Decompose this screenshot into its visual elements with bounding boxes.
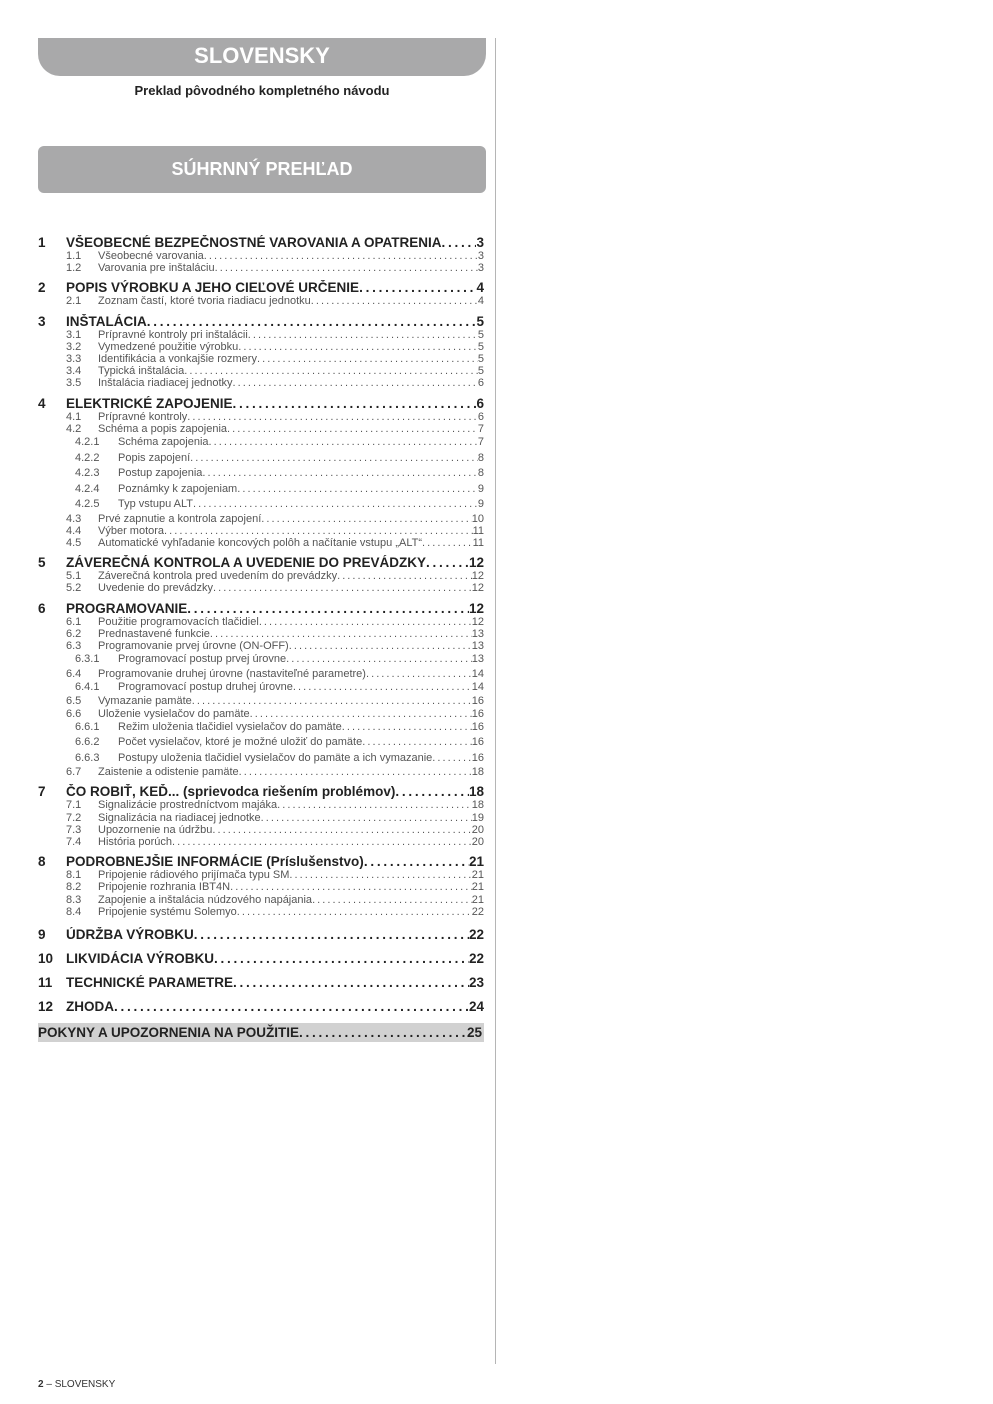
toc-entry-title: ELEKTRICKÉ ZAPOJENIE bbox=[66, 395, 233, 411]
toc-entry-5-1[interactable] bbox=[38, 570, 484, 582]
toc-entry-1-2[interactable] bbox=[38, 262, 484, 274]
toc-entry-6[interactable] bbox=[38, 601, 484, 616]
language-banner: SLOVENSKY bbox=[38, 38, 486, 76]
toc-leader-dots bbox=[259, 616, 472, 628]
toc-entry-number: 3 bbox=[38, 313, 46, 329]
toc-leader-dots bbox=[426, 555, 469, 570]
toc-entry-title: Použitie programovacích tlačidiel bbox=[98, 615, 259, 628]
toc-entry-page: 24 bbox=[468, 999, 484, 1015]
toc-entry-page: 13 bbox=[471, 653, 484, 666]
toc-entry-title: Inštalácia riadiacej jednotky bbox=[98, 377, 233, 390]
toc-entry-8-3[interactable] bbox=[38, 894, 484, 906]
toc-entry-page: 16 bbox=[471, 736, 484, 749]
toc-entry-title: Prípravné kontroly pri inštalácii bbox=[98, 328, 248, 341]
summary-banner: SÚHRNNÝ PREHĽAD bbox=[38, 146, 486, 193]
toc-leader-dots bbox=[362, 735, 472, 751]
toc-entry-page: 6 bbox=[477, 377, 484, 390]
toc-entry-page: 21 bbox=[468, 854, 484, 870]
toc-leader-dots bbox=[299, 1023, 467, 1042]
toc-entry-page: 20 bbox=[471, 823, 484, 836]
toc-entry-title: Prípravné kontroly bbox=[98, 410, 188, 423]
toc-entry-number: 7 bbox=[38, 784, 46, 800]
toc-entry-number: 3.4 bbox=[66, 365, 82, 378]
toc-entry-page: 19 bbox=[471, 811, 484, 824]
toc-entry-title: INŠTALÁCIA bbox=[66, 313, 147, 329]
toc-entry-number: 6.4 bbox=[66, 667, 82, 680]
toc-entry-number: 4.2.1 bbox=[75, 436, 100, 449]
toc-entry-page: 4 bbox=[476, 280, 484, 296]
toc-leader-dots bbox=[187, 411, 478, 423]
toc-entry-title: Varovania pre inštaláciu bbox=[98, 262, 215, 275]
toc-entry-title: Programovanie prvej úrovne (ON-OFF) bbox=[98, 639, 289, 652]
toc-leader-dots bbox=[187, 601, 469, 616]
toc-entry-title: LIKVIDÁCIA VÝROBKU bbox=[66, 951, 215, 967]
toc-entry-page: 13 bbox=[471, 639, 484, 652]
toc-entry-3-4[interactable] bbox=[38, 365, 484, 377]
toc-entry-2[interactable] bbox=[38, 280, 484, 295]
toc-entry-title: Vymedzené použitie výrobku bbox=[98, 340, 239, 353]
toc-entry-page: 16 bbox=[471, 695, 484, 708]
toc-entry-1[interactable] bbox=[38, 235, 484, 250]
toc-leader-dots bbox=[286, 652, 472, 668]
toc-entry-page: 16 bbox=[471, 707, 484, 720]
toc-leader-dots bbox=[237, 482, 478, 498]
toc-entry-page: 21 bbox=[471, 893, 484, 906]
toc-entry-title: Zaistenie a odistenie pamäte bbox=[98, 766, 239, 779]
toc-entry-title: Programovací postup druhej úrovne bbox=[118, 680, 293, 693]
toc-entry-page: 12 bbox=[471, 615, 484, 628]
toc-entry-6-2[interactable] bbox=[38, 628, 484, 640]
toc-entry-number: 10 bbox=[38, 951, 54, 967]
toc-entry-4-2-1[interactable] bbox=[38, 435, 484, 451]
toc-entry-9[interactable] bbox=[38, 927, 484, 942]
toc-entry-page: 6 bbox=[477, 410, 484, 423]
toc-entry-number: 4 bbox=[38, 395, 46, 411]
toc-entry-3-5[interactable] bbox=[38, 377, 484, 389]
footer-separator: – bbox=[43, 1379, 55, 1390]
footer-page-number: 2 bbox=[38, 1379, 44, 1390]
page-footer bbox=[38, 1379, 115, 1390]
toc-entry-8-4[interactable] bbox=[38, 906, 484, 918]
toc-leader-dots bbox=[395, 784, 469, 799]
toc-entry-page: 16 bbox=[471, 720, 484, 733]
toc-leader-dots bbox=[293, 680, 472, 696]
toc-leader-dots bbox=[422, 537, 473, 549]
toc-entry-number: 7.3 bbox=[66, 823, 82, 836]
toc-entry-number: 3.3 bbox=[66, 353, 82, 366]
toc-entry-8-2[interactable] bbox=[38, 881, 484, 893]
toc-leader-dots bbox=[261, 812, 472, 824]
toc-entry-number: 1.2 bbox=[66, 262, 82, 275]
toc-entry-title: Prednastavené funkcie bbox=[98, 627, 210, 640]
toc-leader-dots bbox=[342, 720, 472, 736]
toc-entry-page: 3 bbox=[476, 235, 484, 250]
toc-entry-title: Záverečná kontrola pred uvedením do prevádzky bbox=[98, 570, 338, 583]
toc-entry-title: Popis zapojení bbox=[118, 451, 191, 464]
toc-leader-dots bbox=[359, 280, 476, 295]
toc-entry-number: 4.3 bbox=[66, 512, 82, 525]
toc-entry-number: 2.1 bbox=[66, 295, 82, 308]
toc-entry-6-6-3[interactable] bbox=[38, 751, 484, 767]
toc-entry-page: 18 bbox=[471, 766, 484, 779]
toc-leader-dots bbox=[213, 582, 472, 594]
toc-leader-dots bbox=[311, 295, 478, 307]
toc-entry-title: Schéma zapojenia bbox=[118, 436, 209, 449]
toc-entry-3-1[interactable] bbox=[38, 329, 484, 341]
toc-entry-number: 4.4 bbox=[66, 524, 82, 537]
toc-entry-number: 4.2 bbox=[66, 422, 82, 435]
toc-entry-page: 22 bbox=[468, 927, 484, 943]
toc-entry-page: 5 bbox=[477, 328, 484, 341]
toc-leader-dots bbox=[233, 396, 477, 411]
toc-leader-dots bbox=[233, 975, 469, 990]
toc-entry-number: 4.5 bbox=[66, 536, 82, 549]
toc-entry-number: 6.6 bbox=[66, 707, 82, 720]
toc-entry-title: Upozornenie na údržbu bbox=[98, 823, 213, 836]
toc-entry-4-1[interactable] bbox=[38, 411, 484, 423]
toc-entry-4-2-2[interactable] bbox=[38, 451, 484, 467]
toc-entry-title: ZHODA bbox=[66, 999, 114, 1015]
toc-entry-page: 11 bbox=[472, 536, 484, 549]
toc-entry-page: 7 bbox=[477, 436, 484, 449]
toc-entry-6-6[interactable] bbox=[38, 708, 484, 720]
toc-leader-dots bbox=[215, 262, 478, 274]
toc-entry-title: ZÁVEREČNÁ KONTROLA A UVEDENIE DO PREVÁDZKY bbox=[66, 555, 427, 571]
toc-entry-number: 2 bbox=[38, 280, 46, 296]
toc-entry-3-3[interactable] bbox=[38, 353, 484, 365]
toc-entry-title: Signalizácie prostredníctvom majáka bbox=[98, 799, 278, 812]
toc-entry-page: 22 bbox=[468, 951, 484, 967]
toc-entry-title: Automatické vyhľadanie koncových polôh a načítanie vstupu „ALT“ bbox=[98, 536, 423, 549]
toc-entry-title: Pripojenie rozhrania IBT4N bbox=[98, 881, 231, 894]
toc-entry-number: 4.2.2 bbox=[75, 451, 100, 464]
toc-entry-title: História porúch bbox=[98, 836, 172, 849]
toc-entry-title: Vymazanie pamäte bbox=[98, 695, 192, 708]
toc-entry-title: Zapojenie a inštalácia núdzového napájania bbox=[98, 893, 313, 906]
toc-entry-number: 7.2 bbox=[66, 811, 82, 824]
toc-leader-dots bbox=[289, 640, 472, 652]
toc-entry-number: 8.3 bbox=[66, 893, 82, 906]
toc-entry-title: TECHNICKÉ PARAMETRE bbox=[66, 975, 234, 991]
toc-entry-10[interactable] bbox=[38, 951, 484, 966]
toc-entry-page: 13 bbox=[471, 627, 484, 640]
toc-entry-title: Typická inštalácia bbox=[98, 365, 185, 378]
toc-entry-page: 9 bbox=[477, 482, 484, 495]
toc-entry-7-2[interactable] bbox=[38, 812, 484, 824]
toc-leader-dots bbox=[210, 628, 472, 640]
toc-entry-6-6-2[interactable] bbox=[38, 735, 484, 751]
toc-entry-title: Uloženie vysielačov do pamäte bbox=[98, 707, 250, 720]
toc-entry-number: 1 bbox=[38, 235, 46, 250]
footer-language: SLOVENSKY bbox=[54, 1379, 116, 1390]
toc-leader-dots bbox=[204, 250, 478, 262]
toc-leader-dots bbox=[237, 906, 472, 918]
toc-leader-dots bbox=[239, 766, 472, 778]
toc-entry-title: PROGRAMOVANIE bbox=[66, 600, 188, 616]
toc-entry-page: 18 bbox=[468, 784, 484, 800]
toc-entry-number: 6.7 bbox=[66, 766, 82, 779]
toc-entry-page: 8 bbox=[477, 451, 484, 464]
toc-leader-dots bbox=[277, 799, 472, 811]
toc-entry-5[interactable] bbox=[38, 555, 484, 570]
toc-entry-page: 23 bbox=[468, 975, 484, 991]
toc-entry-11[interactable] bbox=[38, 975, 484, 990]
toc-leader-dots bbox=[230, 881, 472, 893]
toc-entry-number: 6.3.1 bbox=[75, 653, 100, 666]
toc-entry-6-1[interactable] bbox=[38, 616, 484, 628]
toc-entry-number: 8.1 bbox=[66, 869, 82, 882]
toc-leader-dots bbox=[147, 314, 477, 329]
subtitle: Preklad pôvodného kompletného návodu bbox=[134, 83, 390, 98]
toc-leader-dots bbox=[172, 836, 472, 848]
toc-entry-page: 18 bbox=[471, 799, 484, 812]
toc-entry-title: Poznámky k zapojeniam bbox=[118, 482, 238, 495]
toc-entry-1-1[interactable] bbox=[38, 250, 484, 262]
toc-entry-number: 7.4 bbox=[66, 836, 82, 849]
toc-leader-dots bbox=[190, 451, 478, 467]
toc-entry-6-5[interactable] bbox=[38, 695, 484, 707]
toc-entry-3[interactable] bbox=[38, 314, 484, 329]
toc-leader-dots bbox=[364, 854, 469, 869]
toc-entry-title: Výber motora bbox=[98, 524, 165, 537]
toc-entry-page: 9 bbox=[477, 498, 484, 511]
toc-entry-page: 12 bbox=[471, 582, 484, 595]
toc-leader-dots bbox=[442, 235, 477, 250]
toc-entry-7-3[interactable] bbox=[38, 824, 484, 836]
toc-entry-title: Postupy uloženia tlačidiel vysielačov do pamäte a ich vymazanie bbox=[118, 751, 433, 764]
toc-leader-dots bbox=[114, 999, 469, 1014]
toc-entry-6-7[interactable] bbox=[38, 766, 484, 778]
toc-entry-title: ÚDRŽBA VÝROBKU bbox=[66, 927, 194, 943]
toc-entry-title: Všeobecné varovania bbox=[98, 250, 204, 262]
toc-entry-number: 5.2 bbox=[66, 582, 82, 595]
toc-leader-dots bbox=[250, 708, 472, 720]
toc-entry-8[interactable] bbox=[38, 854, 484, 869]
toc-entry-page: 3 bbox=[477, 262, 484, 275]
toc-entry-4-2-4[interactable] bbox=[38, 482, 484, 498]
toc-entry-number: 6.6.3 bbox=[75, 751, 100, 764]
toc-leader-dots bbox=[209, 435, 478, 451]
table-of-contents bbox=[38, 235, 484, 1042]
toc-entry-title: Prvé zapnutie a kontrola zapojení bbox=[98, 512, 262, 525]
toc-entry-title: POPIS VÝROBKU A JEHO CIEĽOVÉ URČENIE bbox=[66, 280, 360, 296]
toc-entry-8-1[interactable] bbox=[38, 869, 484, 881]
toc-leader-dots bbox=[184, 365, 478, 377]
toc-entry-title: VŠEOBECNÉ BEZPEČNOSTNÉ VAROVANIA A OPATRENIA bbox=[66, 235, 442, 250]
toc-entry-page: 16 bbox=[471, 751, 484, 764]
toc-entry-title: Programovanie druhej úrovne (nastaviteľné parametre) bbox=[98, 667, 366, 680]
toc-entry-4-2[interactable] bbox=[38, 423, 484, 435]
toc-leader-dots bbox=[233, 377, 478, 389]
toc-entry-number: 4.2.3 bbox=[75, 467, 100, 480]
toc-leader-dots bbox=[289, 869, 471, 881]
toc-entry-number: 6 bbox=[38, 600, 46, 616]
toc-leader-dots bbox=[214, 951, 469, 966]
toc-entry-page: 21 bbox=[471, 881, 484, 894]
toc-entry-7-4[interactable] bbox=[38, 836, 484, 848]
toc-entry-page: 21 bbox=[471, 869, 484, 882]
toc-entry-number: 12 bbox=[38, 999, 54, 1015]
toc-entry-title: Identifikácia a vonkajšie rozmery bbox=[98, 353, 257, 366]
toc-entry-number: 6.6.2 bbox=[75, 736, 100, 749]
toc-leader-dots bbox=[366, 668, 472, 680]
toc-entry-number: 4.2.5 bbox=[75, 498, 100, 511]
toc-entry-number: 6.3 bbox=[66, 639, 82, 652]
toc-entry-5-2[interactable] bbox=[38, 582, 484, 594]
toc-leader-dots bbox=[337, 570, 472, 582]
toc-leader-dots bbox=[194, 927, 469, 942]
toc-entry-title: Uvedenie do prevádzky bbox=[98, 582, 213, 595]
toc-leader-dots bbox=[202, 466, 477, 482]
toc-entry-number: 4.1 bbox=[66, 410, 82, 423]
toc-entry-title: Režim uloženia tlačidiel vysielačov do pamäte bbox=[118, 720, 342, 733]
toc-entry-page: 12 bbox=[468, 555, 484, 571]
toc-entry-number: 3.1 bbox=[66, 328, 82, 341]
toc-entry-page: 5 bbox=[476, 313, 484, 329]
toc-entry-number: 5.1 bbox=[66, 570, 82, 583]
toc-entry-page: 10 bbox=[471, 512, 484, 525]
toc-entry-title: POKYNY A UPOZORNENIA NA POUŽITIE bbox=[38, 1025, 300, 1041]
toc-entry-number: 8.2 bbox=[66, 881, 82, 894]
toc-entry-page: 14 bbox=[471, 667, 484, 680]
toc-entry-title: ČO ROBIŤ, KEĎ... (sprievodca riešením problémov) bbox=[66, 784, 396, 800]
toc-leader-dots bbox=[248, 329, 478, 341]
toc-entry-page: 4 bbox=[477, 295, 484, 308]
toc-entry-4-5[interactable] bbox=[38, 537, 484, 549]
toc-entry-page: 12 bbox=[471, 570, 484, 583]
toc-entry-6-3[interactable] bbox=[38, 640, 484, 652]
toc-entry-number: 11 bbox=[38, 975, 53, 991]
toc-entry-number: 6.4.1 bbox=[75, 680, 100, 693]
toc-entry-page: 6 bbox=[476, 395, 484, 411]
toc-entry-title: Pripojenie systému Solemyo bbox=[98, 905, 237, 918]
toc-leader-dots bbox=[192, 695, 472, 707]
toc-entry-page: 20 bbox=[471, 836, 484, 849]
toc-entry-title: Pripojenie rádiového prijímača typu SM bbox=[98, 869, 290, 882]
toc-entry-number: 3.2 bbox=[66, 340, 82, 353]
toc-entry-number: 8.4 bbox=[66, 905, 82, 918]
toc-entry-7[interactable] bbox=[38, 784, 484, 799]
toc-entry-6-3-1[interactable] bbox=[38, 652, 484, 668]
toc-entry-number: 4.2.4 bbox=[75, 482, 100, 495]
toc-entry-page: 14 bbox=[471, 680, 484, 693]
toc-entry-number: 7.1 bbox=[66, 799, 82, 812]
toc-entry-usage-instructions[interactable] bbox=[38, 1023, 484, 1042]
toc-entry-title: Programovací postup prvej úrovne bbox=[118, 653, 287, 666]
toc-leader-dots bbox=[227, 423, 478, 435]
toc-entry-number: 6.1 bbox=[66, 615, 82, 628]
toc-entry-title: Signalizácia na riadiacej jednotke bbox=[98, 811, 261, 824]
toc-entry-6-6-1[interactable] bbox=[38, 720, 484, 736]
toc-entry-page: 5 bbox=[477, 365, 484, 378]
toc-entry-number: 1.1 bbox=[66, 250, 82, 262]
toc-entry-number: 6.5 bbox=[66, 695, 82, 708]
toc-entry-page: 12 bbox=[468, 600, 484, 616]
toc-leader-dots bbox=[432, 751, 471, 767]
toc-entry-4[interactable] bbox=[38, 396, 484, 411]
toc-entry-page: 11 bbox=[472, 524, 484, 537]
toc-entry-title: Schéma a popis zapojenia bbox=[98, 422, 228, 435]
toc-entry-3-2[interactable] bbox=[38, 341, 484, 353]
toc-entry-4-2-3[interactable] bbox=[38, 466, 484, 482]
toc-leader-dots bbox=[164, 525, 473, 537]
toc-entry-page: 3 bbox=[477, 250, 484, 262]
toc-entry-title: PODROBNEJŠIE INFORMÁCIE (Príslušenstvo) bbox=[66, 854, 364, 870]
toc-entry-number: 3.5 bbox=[66, 377, 82, 390]
toc-entry-title: Typ vstupu ALT bbox=[118, 498, 194, 511]
toc-entry-7-1[interactable] bbox=[38, 799, 484, 811]
toc-entry-4-2-5[interactable] bbox=[38, 497, 484, 513]
toc-entry-6-4[interactable] bbox=[38, 668, 484, 680]
toc-entry-number: 5 bbox=[38, 555, 46, 571]
toc-entry-title: Zoznam častí, ktoré tvoria riadiacu jednotku bbox=[98, 295, 311, 308]
toc-entry-page: 8 bbox=[477, 467, 484, 480]
toc-leader-dots bbox=[312, 894, 472, 906]
toc-entry-number: 9 bbox=[38, 927, 46, 943]
column-divider bbox=[495, 38, 496, 1364]
toc-entry-2-1[interactable] bbox=[38, 295, 484, 307]
toc-entry-number: 6.2 bbox=[66, 627, 82, 640]
toc-entry-page: 22 bbox=[471, 905, 484, 918]
toc-leader-dots bbox=[257, 353, 478, 365]
toc-entry-title: Postup zapojenia bbox=[118, 467, 203, 480]
toc-leader-dots bbox=[212, 824, 471, 836]
toc-entry-page: 5 bbox=[477, 353, 484, 366]
toc-leader-dots bbox=[261, 513, 471, 525]
toc-entry-page: 7 bbox=[477, 422, 484, 435]
toc-entry-4-3[interactable] bbox=[38, 513, 484, 525]
toc-leader-dots bbox=[193, 497, 478, 513]
toc-entry-number: 6.6.1 bbox=[75, 720, 100, 733]
toc-leader-dots bbox=[238, 341, 478, 353]
toc-entry-12[interactable] bbox=[38, 999, 484, 1014]
toc-entry-page: 25 bbox=[466, 1025, 482, 1041]
toc-entry-6-4-1[interactable] bbox=[38, 680, 484, 696]
toc-entry-page: 5 bbox=[477, 340, 484, 353]
toc-entry-4-4[interactable] bbox=[38, 525, 484, 537]
toc-entry-number: 8 bbox=[38, 854, 46, 870]
toc-entry-title: Počet vysielačov, ktoré je možné uložiť do pamäte bbox=[118, 736, 363, 749]
